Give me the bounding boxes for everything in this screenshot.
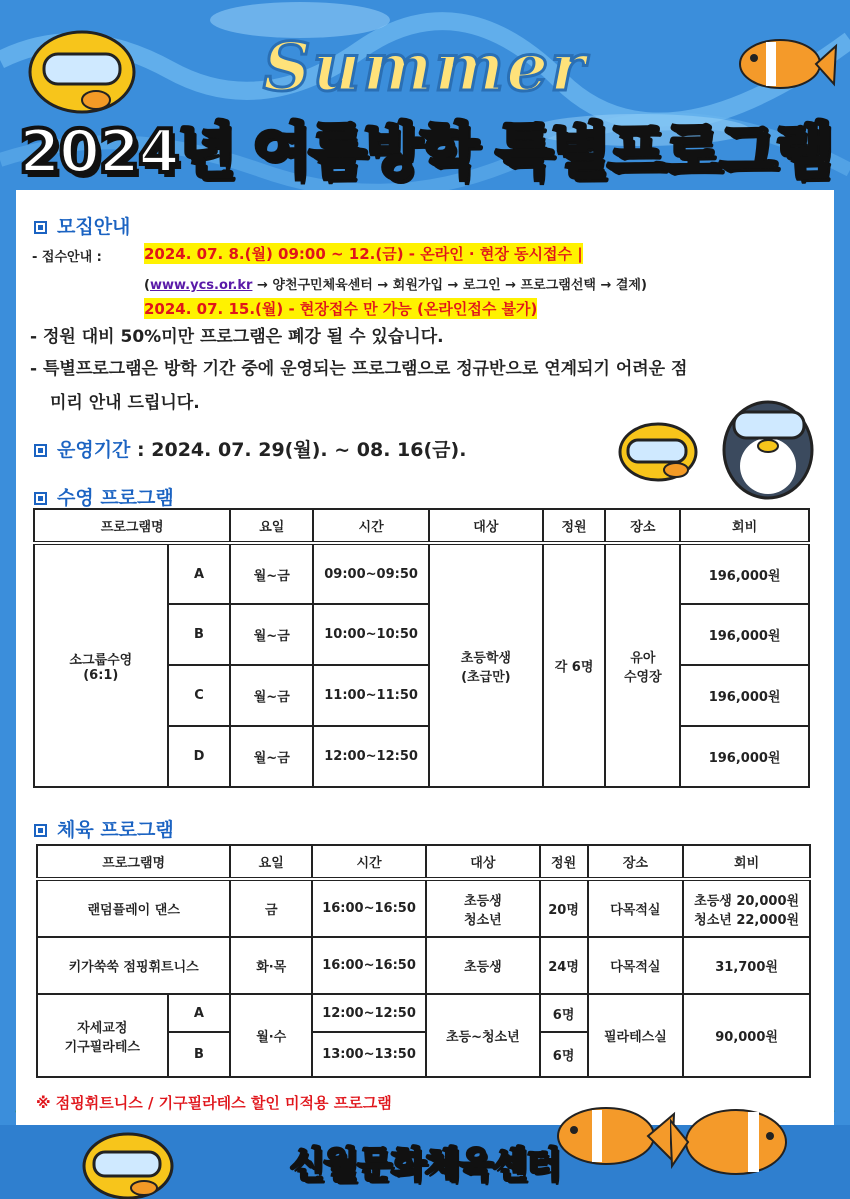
program-name: 키가쑥쑥 점핑휘트니스 bbox=[37, 937, 230, 994]
discount-note: ※ 점핑휘트니스 / 기구필라테스 할인 미적용 프로그램 bbox=[36, 1094, 392, 1112]
reception-line3: 2024. 07. 15.(월) - 현장접수 만 가능 (온라인접수 불가) bbox=[144, 300, 538, 318]
table-header-row bbox=[37, 845, 810, 879]
page-title: 2024년 여름방학 특별프로그램 bbox=[18, 117, 832, 187]
header-day: 요일 bbox=[230, 509, 313, 543]
class-cell: A bbox=[168, 543, 231, 604]
class-cell: D bbox=[168, 726, 231, 787]
summer-heading: Summer bbox=[262, 28, 588, 106]
duck-character-icon bbox=[614, 412, 704, 482]
reception-line1: 2024. 07. 8.(월) 09:00 ~ 12.(금) - 온라인 · 현장 동시접수 | bbox=[144, 245, 583, 263]
period-heading: 운영기간 : 2024. 07. 29(월). ~ 08. 16(금). bbox=[34, 435, 466, 462]
header-program: 프로그램명 bbox=[37, 845, 230, 879]
header-place: 장소 bbox=[605, 509, 680, 543]
time-cell: 11:00~11:50 bbox=[313, 665, 429, 726]
notice-special-a: - 특별프로그램은 방학 기간 중에 운영되는 프로그램으로 정규반으로 연계되기 어려운 점 bbox=[30, 359, 688, 379]
capacity-cell: 24명 bbox=[540, 937, 588, 994]
content-panel bbox=[16, 190, 834, 1125]
time-cell: 13:00~13:50 bbox=[312, 1032, 426, 1077]
target-cell: 초등~청소년 bbox=[426, 994, 540, 1077]
square-bullet-icon bbox=[34, 824, 47, 837]
fee-cell: 196,000원 bbox=[680, 665, 809, 726]
fee-cell: 31,700원 bbox=[683, 937, 810, 994]
class-cell: B bbox=[168, 604, 231, 665]
table-header-row bbox=[34, 509, 809, 543]
header-program: 프로그램명 bbox=[34, 509, 230, 543]
program-name: 랜덤플레이 댄스 bbox=[37, 879, 230, 937]
time-cell: 12:00~12:50 bbox=[312, 994, 426, 1032]
capacity-cell: 20명 bbox=[540, 879, 588, 937]
capacity-cell: 6명 bbox=[540, 994, 588, 1032]
table-row bbox=[37, 994, 810, 1032]
penguin-character-icon bbox=[708, 390, 823, 505]
fee-cell: 초등생 20,000원 청소년 22,000원 bbox=[683, 879, 810, 937]
place-cell: 필라테스실 bbox=[588, 994, 684, 1077]
class-cell: B bbox=[168, 1032, 231, 1077]
day-cell: 월~금 bbox=[230, 543, 313, 604]
program-name: 소그룹수영 (6:1) bbox=[34, 543, 168, 787]
day-cell: 월~금 bbox=[230, 726, 313, 787]
table-row bbox=[37, 937, 810, 994]
square-bullet-icon bbox=[34, 444, 47, 457]
target-cell: 초등생 청소년 bbox=[426, 879, 540, 937]
day-cell: 금 bbox=[230, 879, 312, 937]
place-cell: 다목적실 bbox=[588, 879, 684, 937]
table-row bbox=[34, 543, 809, 604]
reception-line2: (www.ycs.or.kr → 양천구민체육센터 → 회원가입 → 로그인 → 프로그램선택 → 결제) bbox=[144, 278, 647, 293]
website-link[interactable]: www.ycs.or.kr bbox=[149, 278, 253, 293]
header-day: 요일 bbox=[230, 845, 312, 879]
pe-heading: 체육 프로그램 bbox=[34, 815, 174, 842]
square-bullet-icon bbox=[34, 221, 47, 234]
capacity-cell: 각 6명 bbox=[543, 543, 606, 787]
day-cell: 월~금 bbox=[230, 604, 313, 665]
header-capacity: 정원 bbox=[543, 509, 606, 543]
time-cell: 16:00~16:50 bbox=[312, 879, 426, 937]
time-cell: 09:00~09:50 bbox=[313, 543, 429, 604]
header-fee: 회비 bbox=[683, 845, 810, 879]
header-time: 시간 bbox=[313, 509, 429, 543]
notice-closing: - 정원 대비 50%미만 프로그램은 폐강 될 수 있습니다. bbox=[30, 327, 444, 347]
swim-table bbox=[33, 508, 810, 788]
header-capacity: 정원 bbox=[540, 845, 588, 879]
time-cell: 10:00~10:50 bbox=[313, 604, 429, 665]
fee-cell: 196,000원 bbox=[680, 543, 809, 604]
time-cell: 12:00~12:50 bbox=[313, 726, 429, 787]
reception-label: - 접수안내 : bbox=[32, 250, 102, 265]
place-cell: 유아 수영장 bbox=[605, 543, 680, 787]
square-bullet-icon bbox=[34, 492, 47, 505]
pe-table bbox=[36, 844, 811, 1078]
swim-heading: 수영 프로그램 bbox=[34, 483, 174, 510]
fee-cell: 196,000원 bbox=[680, 604, 809, 665]
header-time: 시간 bbox=[312, 845, 426, 879]
time-cell: 16:00~16:50 bbox=[312, 937, 426, 994]
recruit-heading: 모집안내 bbox=[34, 212, 130, 239]
day-cell: 화·목 bbox=[230, 937, 312, 994]
footer-center-name: 신월문화체육센터 bbox=[289, 1145, 561, 1186]
table-row bbox=[37, 879, 810, 937]
fee-cell: 196,000원 bbox=[680, 726, 809, 787]
day-cell: 월·수 bbox=[230, 994, 312, 1077]
target-cell: 초등생 bbox=[426, 937, 540, 994]
fee-cell: 90,000원 bbox=[683, 994, 810, 1077]
notice-special-b: 미리 안내 드립니다. bbox=[50, 393, 200, 413]
header-target: 대상 bbox=[429, 509, 543, 543]
day-cell: 월~금 bbox=[230, 665, 313, 726]
program-name: 자세교정 기구필라테스 bbox=[37, 994, 168, 1077]
target-cell: 초등학생 (초급만) bbox=[429, 543, 543, 787]
class-cell: C bbox=[168, 665, 231, 726]
class-cell: A bbox=[168, 994, 231, 1032]
header-place: 장소 bbox=[588, 845, 684, 879]
header-fee: 회비 bbox=[680, 509, 809, 543]
header-target: 대상 bbox=[426, 845, 540, 879]
place-cell: 다목적실 bbox=[588, 937, 684, 994]
capacity-cell: 6명 bbox=[540, 1032, 588, 1077]
